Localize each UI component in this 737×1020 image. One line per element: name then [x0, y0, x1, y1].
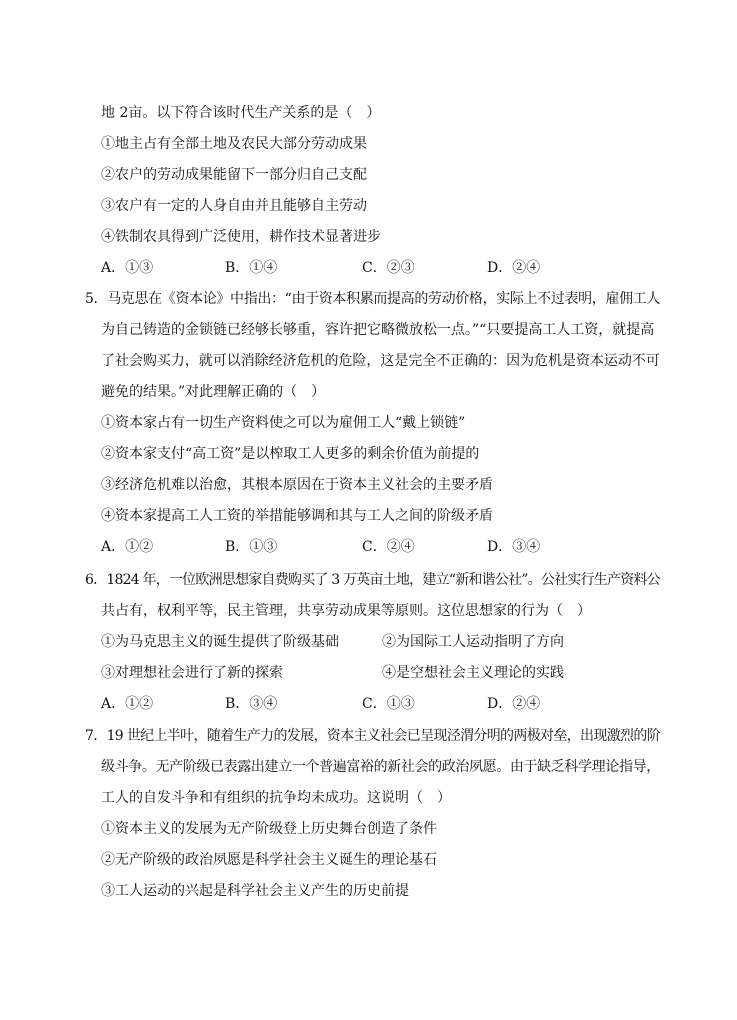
q5-stem-line-1: 5．马克思在《资本论》中指出：“由于资本积累而提高的劳动价格，实际上不过表明，雇佣工人 — [85, 291, 661, 307]
q4-statement-3: ③农户有一定的人身自由并且能够自主劳动 — [101, 198, 367, 214]
q4-statement-4: ④铁制农具得到广泛使用，耕作技术显著进步 — [101, 229, 381, 245]
q5-option-c: C．②④ — [362, 539, 415, 555]
q7-stem-line-1: 7．19 世纪上半叶，随着生产力的发展，资本主义社会已呈现泾渭分明的两极对垒，出现激烈的阶 — [85, 728, 661, 744]
q6-statement-2: ②为国际工人运动指明了方向 — [382, 634, 564, 650]
q5-option-a: A．①② — [101, 539, 154, 555]
q7-statement-1: ①资本主义的发展为无产阶级登上历史舞台创造了条件 — [101, 821, 437, 837]
q6-stem-line-1: 6．1824 年，一位欧洲思想家自费购买了 3 万英亩土地，建立“新和谐公社”。公社实行生产资料公 — [85, 572, 660, 588]
q6-statement-1: ①为马克思主义的诞生提供了阶级基础 — [101, 634, 339, 650]
q4-option-c: C．②③ — [362, 260, 415, 276]
q5-statement-2: ②资本家支付“高工资”是以榨取工人更多的剩余价值为前提的 — [101, 446, 480, 462]
q4-statement-2: ②农户的劳动成果能留下一部分归自己支配 — [101, 167, 367, 183]
q5-statement-4: ④资本家提高工人工资的举措能够调和其与工人之间的阶级矛盾 — [101, 508, 493, 524]
q6-stem-line-2: 共占有，权利平等，民主管理，共享劳动成果等原则。这位思想家的行为（ ） — [101, 603, 591, 619]
q4-option-d: D．②④ — [487, 260, 541, 276]
q6-statement-4: ④是空想社会主义理论的实践 — [382, 665, 564, 681]
q6-option-b: B．③④ — [225, 696, 278, 712]
q6-statement-3: ③对理想社会进行了新的探索 — [101, 665, 283, 681]
q5-statement-1: ①资本家占有一切生产资料使之可以为雇佣工人“戴上锁链” — [101, 415, 466, 431]
q7-statement-2: ②无产阶级的政治夙愿是科学社会主义诞生的理论基石 — [101, 852, 437, 868]
q7-stem-line-2: 级斗争。无产阶级已表露出建立一个普遍富裕的新社会的政治夙愿。由于缺乏科学理论指导， — [101, 759, 660, 775]
q4-option-a: A．①③ — [101, 260, 154, 276]
q6-option-a: A．①② — [101, 696, 154, 712]
q4-stem-continued: 地 2亩。以下符合该时代生产关系的是（ ） — [101, 105, 381, 121]
q7-stem-line-3: 工人的自发斗争和有组织的抗争均未成功。这说明（ ） — [101, 790, 451, 806]
q5-stem-line-4: 避免的结果。”对此理解正确的（ ） — [101, 384, 326, 400]
q7-statement-3: ③工人运动的兴起是科学社会主义产生的历史前提 — [101, 883, 409, 899]
q4-option-b: B．①④ — [225, 260, 278, 276]
q5-stem-line-2: 为自己铸造的金锁链已经够长够重，容许把它略微放松一点。”“只要提高工人工资，就提高 — [101, 322, 655, 338]
q5-statement-3: ③经济危机难以治愈，其根本原因在于资本主义社会的主要矛盾 — [101, 477, 493, 493]
q4-statement-1: ①地主占有全部土地及农民大部分劳动成果 — [101, 136, 367, 152]
q5-stem-line-3: 了社会购买力，就可以消除经济危机的危险，这是完全不正确的：因为危机是资本运动不可 — [101, 353, 660, 369]
q6-option-c: C．①③ — [362, 696, 415, 712]
q6-option-d: D．②④ — [487, 696, 541, 712]
q5-option-b: B．①③ — [225, 539, 278, 555]
q5-option-d: D．③④ — [487, 539, 541, 555]
